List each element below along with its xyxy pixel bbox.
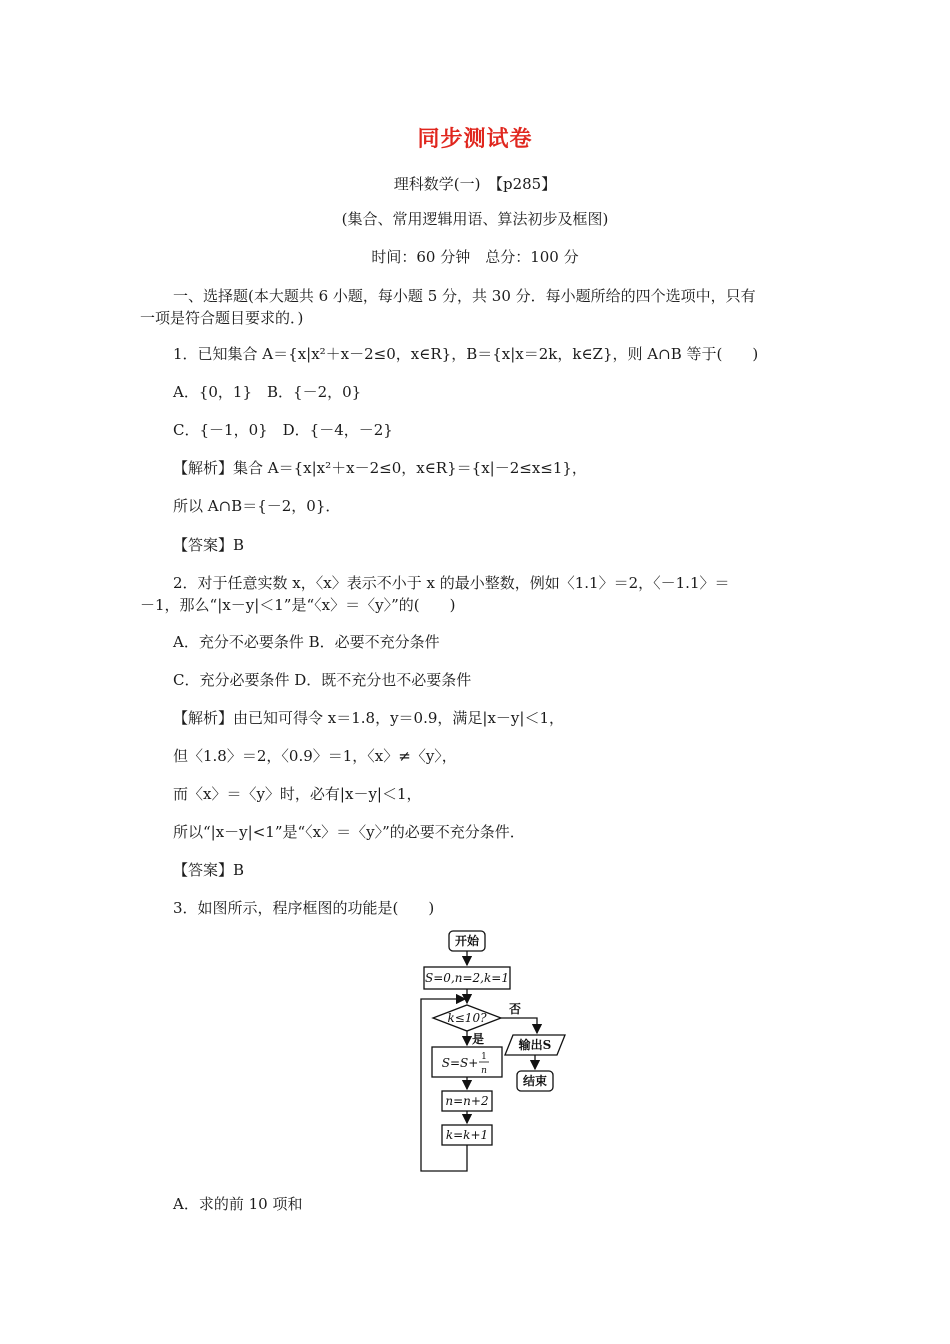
flow-step3-label: k=k+1 [445,1128,489,1142]
q1-options-ab: A．{0，1} B．{－2，0} [173,383,362,401]
q2-options-ab: A．充分不必要条件 B．必要不充分条件 [173,633,440,651]
q2-analysis-2: 但〈1.8〉＝2，〈0.9〉＝1，〈x〉≠〈y〉， [173,747,457,765]
flow-end-label: 结束 [522,1074,548,1088]
section-heading-line2: 一项是符合题目要求的．) [140,309,304,327]
flow-yes-label: 是 [471,1032,485,1046]
flow-output-label: 输出S [518,1038,552,1052]
q1-answer: 【答案】B [173,536,245,554]
q2-analysis-1: 【解析】由已知可得令 x＝1.8，y＝0.9，满足|x－y|＜1， [173,709,564,727]
flow-step2-label: n=n+2 [445,1094,489,1108]
q2-analysis-3: 而〈x〉＝〈y〉时，必有|x－y|＜1， [173,785,422,803]
q3-option-a: A．求的前 10 项和 [173,1195,303,1213]
timing-line: 时间：60 分钟 总分：100 分 [371,248,579,266]
q3-stem: 3．如图所示，程序框图的功能是( ) [173,899,435,917]
q2-stem-2: －1，那么“|x－y|＜1”是“〈x〉＝〈y〉”的( ) [140,596,456,614]
flow-start-label: 开始 [454,934,480,948]
flowchart-diagram [405,925,585,1180]
flow-frac-numerator: 1 [481,1052,487,1062]
q2-stem-1: 2．对于任意实数 x，〈x〉表示不小于 x 的最小整数，例如〈1.1〉＝2，〈－1.1〉＝ [173,574,730,592]
section-heading-line1: 一、选择题(本大题共 6 小题，每小题 5 分，共 30 分．每小题所给的四个选项中，只有 [173,287,756,305]
flow-decision-label: k≤10? [447,1011,487,1025]
q1-analysis-1: 【解析】集合 A＝{x|x²＋x－2≤0，x∈R}＝{x|－2≤x≤1}， [173,459,587,477]
q1-stem: 1．已知集合 A＝{x|x²＋x－2≤0，x∈R}，B＝{x|x＝2k，k∈Z}，则 A∩B 等于( ) [173,345,759,363]
subtitle: 理科数学(一) 【p285】 [393,175,557,193]
flow-frac-denominator: n [481,1066,487,1076]
flow-init-label: S=0,n=2,k=1 [425,971,509,985]
q2-answer: 【答案】B [173,861,245,879]
flow-no-label: 否 [508,1002,522,1016]
flow-step1-label: S=S+ [441,1056,479,1070]
q1-options-cd: C．{－1，0} D．{－4，－2} [173,421,393,439]
q2-options-cd: C．充分必要条件 D．既不充分也不必要条件 [173,671,472,689]
topics-line: (集合、常用逻辑用语、算法初步及框图) [341,210,609,228]
page-title: 同步测试卷 [417,126,533,152]
q1-analysis-2: 所以 A∩B＝{－2，0}． [173,497,341,515]
q2-analysis-4: 所以“|x－y|<1”是“〈x〉＝〈y〉”的必要不充分条件． [173,823,525,841]
